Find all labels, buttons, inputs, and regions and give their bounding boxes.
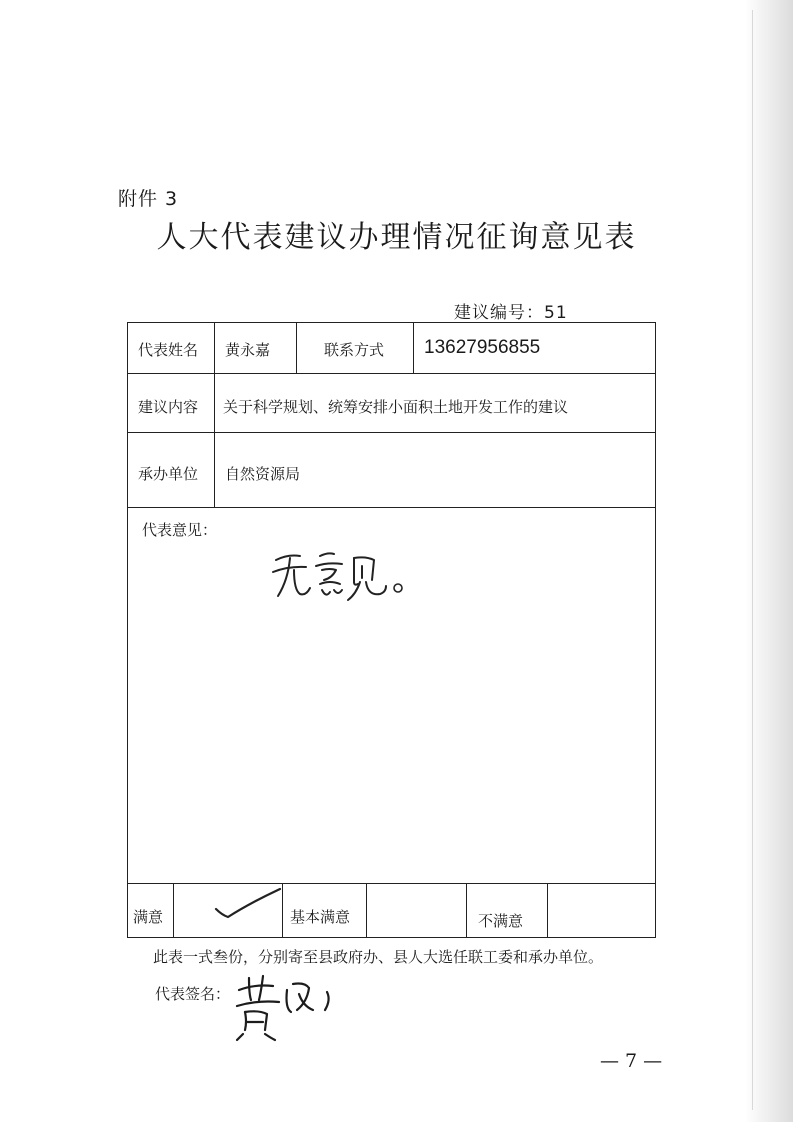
rep-name-label: 代表姓名 xyxy=(138,341,199,359)
col-divider xyxy=(296,323,297,373)
col-divider xyxy=(214,323,215,507)
col-divider xyxy=(466,883,467,937)
handler-value: 自然资源局 xyxy=(225,465,301,483)
content-value: 关于科学规划、统筹安排小面积土地开发工作的建议 xyxy=(223,398,569,416)
page-number: — 7 — xyxy=(600,1050,663,1072)
suggestion-number: 建议编号：51 xyxy=(454,303,568,323)
satisfied-label: 满意 xyxy=(133,908,164,926)
col-divider xyxy=(173,883,174,937)
page-title: 人大代表建议办理情况征询意见表 xyxy=(156,220,637,255)
unsatisfied-label: 不满意 xyxy=(478,912,524,930)
distribution-note: 此表一式叁份，分别寄至县政府办、县人大选任联工委和承办单位。 xyxy=(153,948,604,966)
attachment-label: 附件 3 xyxy=(118,188,179,210)
row-divider xyxy=(128,432,655,433)
contact-label: 联系方式 xyxy=(324,341,385,359)
signature-label: 代表签名： xyxy=(155,985,231,1003)
handwritten-opinion xyxy=(270,540,410,610)
col-divider xyxy=(413,323,414,373)
row-divider xyxy=(128,373,655,374)
row-divider xyxy=(128,883,655,884)
rep-name-value: 黄永嘉 xyxy=(225,341,271,359)
opinion-label: 代表意见： xyxy=(142,521,218,539)
check-mark-satisfied xyxy=(210,885,285,925)
scan-edge-shadow xyxy=(745,0,793,1122)
basic-satisfied-label: 基本满意 xyxy=(290,908,351,926)
opinion-form-table xyxy=(127,322,656,938)
col-divider xyxy=(366,883,367,937)
handler-label: 承办单位 xyxy=(138,465,199,483)
col-divider xyxy=(547,883,548,937)
content-label: 建议内容 xyxy=(138,398,199,416)
handwritten-signature xyxy=(235,972,345,1042)
contact-value: 13627956855 xyxy=(424,337,541,358)
row-divider xyxy=(128,507,655,508)
